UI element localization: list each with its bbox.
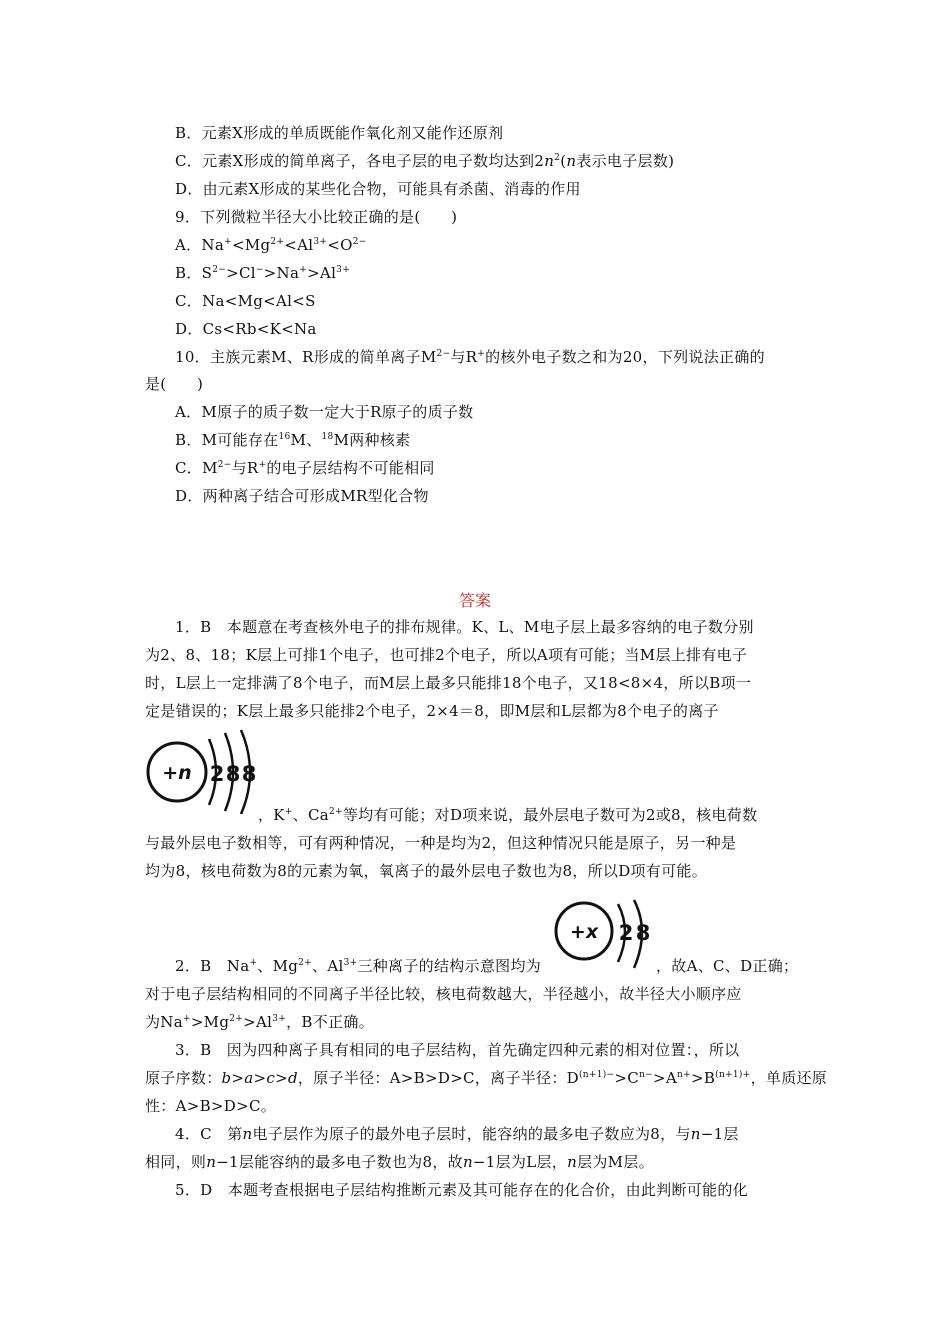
q10-option-d: D．两种离子结合可形成MR型化合物 xyxy=(175,487,429,505)
answer-1-line1: 1．B 本题意在考查核外电子的排布规律。K、L、M电子层上最多容纳的电子数分别 xyxy=(175,618,754,636)
q9-option-c: C．Na<Mg<Al<S xyxy=(175,292,316,310)
answer-1-line3: 时，L层上一定排满了8个电子，而M层上最多只能排18个电子，又18<8×4，所以B项一 xyxy=(145,674,752,692)
answer-3-line3: 性：A>B>D>C。 xyxy=(145,1097,277,1115)
nucleus-label: +n xyxy=(162,762,192,784)
answer-5-line1: 5．D 本题考查根据电子层结构推断元素及其可能存在的化合价，由此判断可能的化 xyxy=(175,1181,748,1199)
q10-stem-line2: 是( ) xyxy=(145,375,204,393)
answer-1-line6: 与最外层电子数相等，可有两种情况，一种是均为2，但这种情况只能是原子，另一种是 xyxy=(145,834,737,852)
answer-2-line3: 为$Na^+>Mg^{2+}>Al^{3+}$，B不正确。 xyxy=(145,1013,374,1031)
q9-stem: 9．下列微粒半径大小比较正确的是( ) xyxy=(175,208,458,226)
answer-1-line5: ，K+、$Ca^{2+}$等均有可能；对D项来说，最外层电子数可为2或8，核电荷数 xyxy=(258,806,758,824)
q9-option-a: A．$Na^+<Mg^{2+}<Al^{3+}<O^{2-}$ xyxy=(175,236,367,254)
answer-2-line1-part1: 2．B Na+、$Mg^{2+}$、$Al^{3+}$三种离子的结构示意图均为 xyxy=(175,957,542,975)
shell-electrons-2: 8 xyxy=(225,762,241,786)
q10-option-a: A．M原子的质子数一定大于R原子的质子数 xyxy=(175,403,474,421)
ion-structure-diagram-28 xyxy=(552,898,656,972)
q10-stem-line1: 10．主族元素M、R形成的简单离子$M^{2-}$与R+的核外电子数之和为20，下列说法正确的 xyxy=(175,348,765,366)
q10-option-b: B．M可能存在$^{16}$M、$^{18}$M两种核素 xyxy=(175,431,411,449)
answer-2-line2: 对于电子层结构相同的不同离子半径比较，核电荷数越大，半径越小，故半径大小顺序应 xyxy=(145,985,742,1003)
answer-1-line7: 均为8，核电荷数为8的元素为氧，氧离子的最外层电子数也为8，所以D项有可能。 xyxy=(145,862,708,880)
shell-electrons-2: 8 xyxy=(635,921,651,945)
answers-title: 答案 xyxy=(458,591,491,610)
answer-1-line2: 为2、8、18；K层上可排1个电子，也可排2个电子，所以A项有可能；当M层上排有电子 xyxy=(145,646,748,664)
ion-structure-diagram-288 xyxy=(143,727,259,817)
q10-option-c: C．$M^{2-}$与R+的电子层结构不可能相同 xyxy=(175,459,435,477)
answer-2-line1-part2: ，故A、C、D正确； xyxy=(656,957,799,975)
nucleus-label: +x xyxy=(569,921,599,943)
answer-3-line2: 原子序数：b>a>c>d，原子半径：A>B>D>C，离子半径：$D^{(n+1)-}>C^{n-}>A^{n+}>B^{(n+1)+}$，单质还原 xyxy=(145,1069,828,1087)
q8-option-b: B．元素X形成的单质既能作氧化剂又能作还原剂 xyxy=(175,124,504,142)
answer-3-line1: 3．B 因为四种离子具有相同的电子层结构，首先确定四种元素的相对位置：，所以 xyxy=(175,1041,740,1059)
q9-option-b: B．$S^{2-}>Cl^->Na^+>Al^{3+}$ xyxy=(175,264,351,282)
answer-1-line4: 定是错误的；K层上最多只能排2个电子，2×4＝8，即M层和L层都为8个电子的离子 xyxy=(145,702,719,720)
q8-option-d: D．由元素X形成的某些化合物，可能具有杀菌、消毒的作用 xyxy=(175,180,581,198)
answer-4-line2: 相同，则n−1层能容纳的最多电子数也为8，故n−1层为L层，n层为M层。 xyxy=(145,1153,654,1171)
q8-option-c: C．元素X形成的简单离子，各电子层的电子数均达到$2n^2(n$表示电子层数) xyxy=(175,152,675,170)
shell-electrons-1: 2 xyxy=(618,921,634,945)
shell-electrons-1: 2 xyxy=(209,762,225,786)
answer-4-line1: 4．C 第n电子层作为原子的最外电子层时，能容纳的最多电子数应为8，与n−1层 xyxy=(175,1125,739,1143)
shell-electrons-3: 8 xyxy=(241,762,257,786)
q9-option-d: D．Cs<Rb<K<Na xyxy=(175,320,317,338)
